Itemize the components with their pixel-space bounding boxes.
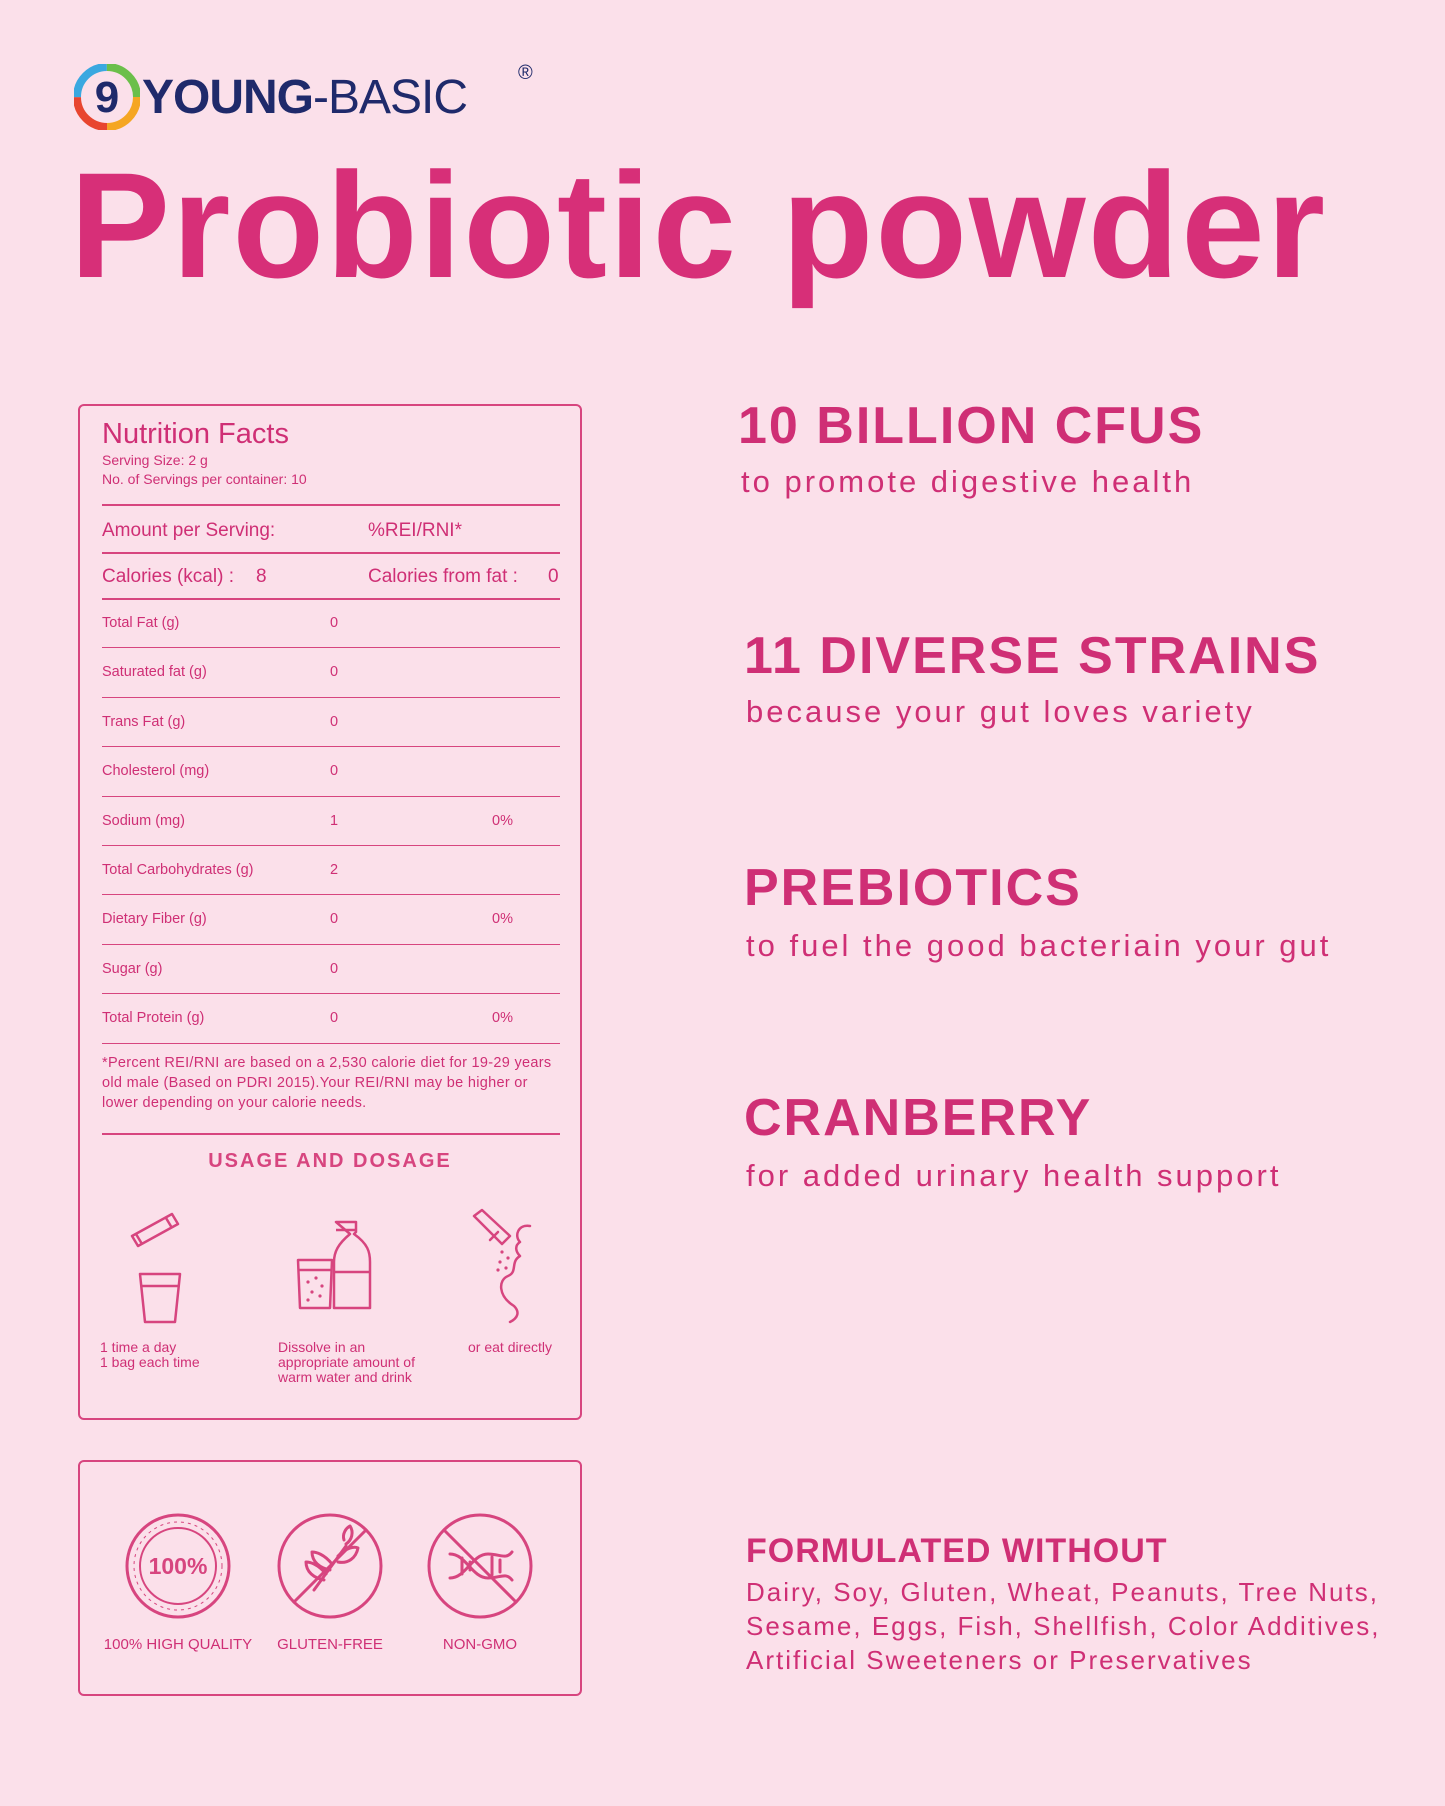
logo-nine-icon <box>74 64 140 130</box>
svg-text:100%: 100% <box>148 1553 208 1579</box>
formulated-without-line: Dairy, Soy, Gluten, Wheat, Peanuts, Tree Nuts, <box>746 1577 1379 1607</box>
serving-size: Serving Size: 2 g <box>102 452 208 468</box>
feature-title-cfus: 10 BILLION CFUS <box>738 397 1205 455</box>
row-divider <box>102 993 560 994</box>
row-divider <box>102 796 560 797</box>
calories-from-fat-label: Calories from fat : <box>368 566 518 587</box>
usage-caption-dissolve: Dissolve in an appropriate amount of warm water and drink <box>278 1339 415 1385</box>
nutrient-value: 0 <box>330 615 339 631</box>
feature-subtitle-cfus: to promote digestive health <box>741 464 1195 499</box>
nutrient-percent: 0% <box>492 812 513 829</box>
nutrient-value: 1 <box>330 812 339 829</box>
divider <box>102 598 560 600</box>
formulated-without-title: FORMULATED WITHOUT <box>746 1532 1168 1570</box>
nutrient-name: Total Fat (g) <box>102 615 180 631</box>
usage-caption-daily: 1 time a day 1 bag each time <box>100 1339 200 1370</box>
row-divider <box>102 894 560 895</box>
badge-label-non-gmo: NON-GMO <box>442 1636 518 1653</box>
rei-column-label: %REI/RNI* <box>368 520 462 541</box>
badge-label-gluten-free: GLUTEN-FREE <box>277 1636 383 1653</box>
row-divider <box>102 845 560 846</box>
nutrient-name: Total Carbohydrates (g) <box>102 862 254 878</box>
nutrient-name: Total Protein (g) <box>102 1010 205 1027</box>
svg-text:9: 9 <box>94 73 120 122</box>
divider <box>102 552 560 554</box>
pour-mouth-icon <box>468 1206 542 1326</box>
formulated-without-line: Sesame, Eggs, Fish, Shellfish, Color Additives, <box>746 1611 1381 1641</box>
usage-caption-eat-directly: or eat directly <box>468 1339 553 1355</box>
nutrient-name: Sugar (g) <box>102 960 163 977</box>
water-bottle-icon <box>294 1218 378 1314</box>
nutrient-value: 0 <box>330 664 339 681</box>
sachet-cup-icon <box>124 1206 194 1326</box>
row-divider <box>102 697 560 698</box>
nutrient-name: Trans Fat (g) <box>102 713 186 730</box>
servings-per-container: No. of Servings per container: 10 <box>102 471 307 487</box>
quality-seal-icon <box>124 1512 232 1620</box>
nutrient-value: 0 <box>330 1010 339 1027</box>
calories-from-fat-value: 0 <box>548 566 559 587</box>
badges-panel <box>78 1460 582 1696</box>
calories-value: 8 <box>256 566 267 587</box>
nutrient-name: Cholesterol (mg) <box>102 763 210 780</box>
feature-title-prebiotics: PREBIOTICS <box>744 859 1082 917</box>
rei-footnote: *Percent REI/RNI are based on a 2,530 calorie diet for 19-29 years old male (Based on PDRI 2015).Your REI/RNI may be higher or lower depending on your calorie needs. <box>102 1055 552 1111</box>
nutrient-value: 2 <box>330 862 339 878</box>
nutrient-percent: 0% <box>492 911 513 928</box>
usage-dosage-title: USAGE AND DOSAGE <box>208 1150 452 1172</box>
nutrition-facts-panel <box>78 404 582 1420</box>
brand-logo <box>74 62 533 132</box>
nutrient-value: 0 <box>330 911 339 928</box>
calories-label: Calories (kcal) : <box>102 566 234 587</box>
row-divider <box>102 1043 560 1044</box>
badge-label-quality: 100% HIGH QUALITY <box>103 1636 253 1653</box>
nutrient-value: 0 <box>330 713 339 730</box>
feature-title-cranberry: CRANBERRY <box>744 1089 1093 1147</box>
nutrient-name: Sodium (mg) <box>102 812 185 829</box>
feature-subtitle-cranberry: for added urinary health support <box>746 1158 1282 1193</box>
divider <box>102 1133 560 1135</box>
nutrient-name: Dietary Fiber (g) <box>102 911 207 928</box>
nutrient-value: 0 <box>330 763 339 780</box>
registered-mark: ® <box>518 62 533 84</box>
feature-title-strains: 11 DIVERSE STRAINS <box>744 627 1321 685</box>
feature-subtitle-strains: because your gut loves variety <box>746 694 1255 729</box>
page-title: Probiotic powder <box>70 141 1328 309</box>
amount-per-serving-label: Amount per Serving: <box>102 520 276 541</box>
feature-subtitle-prebiotics: to fuel the good bacteriain your gut <box>746 928 1332 963</box>
nutrient-name: Saturated fat (g) <box>102 664 207 681</box>
formulated-without-line: Artificial Sweeteners or Preservatives <box>746 1645 1253 1675</box>
divider <box>102 504 560 506</box>
nutrient-value: 0 <box>330 960 339 977</box>
row-divider <box>102 647 560 648</box>
non-gmo-icon <box>426 1512 534 1620</box>
row-divider <box>102 944 560 945</box>
nutrient-percent: 0% <box>492 1010 513 1027</box>
brand-name: YOUNG-BASIC <box>142 71 468 124</box>
gluten-free-icon <box>276 1512 384 1620</box>
nutrition-title: Nutrition Facts <box>102 418 289 450</box>
row-divider <box>102 746 560 747</box>
